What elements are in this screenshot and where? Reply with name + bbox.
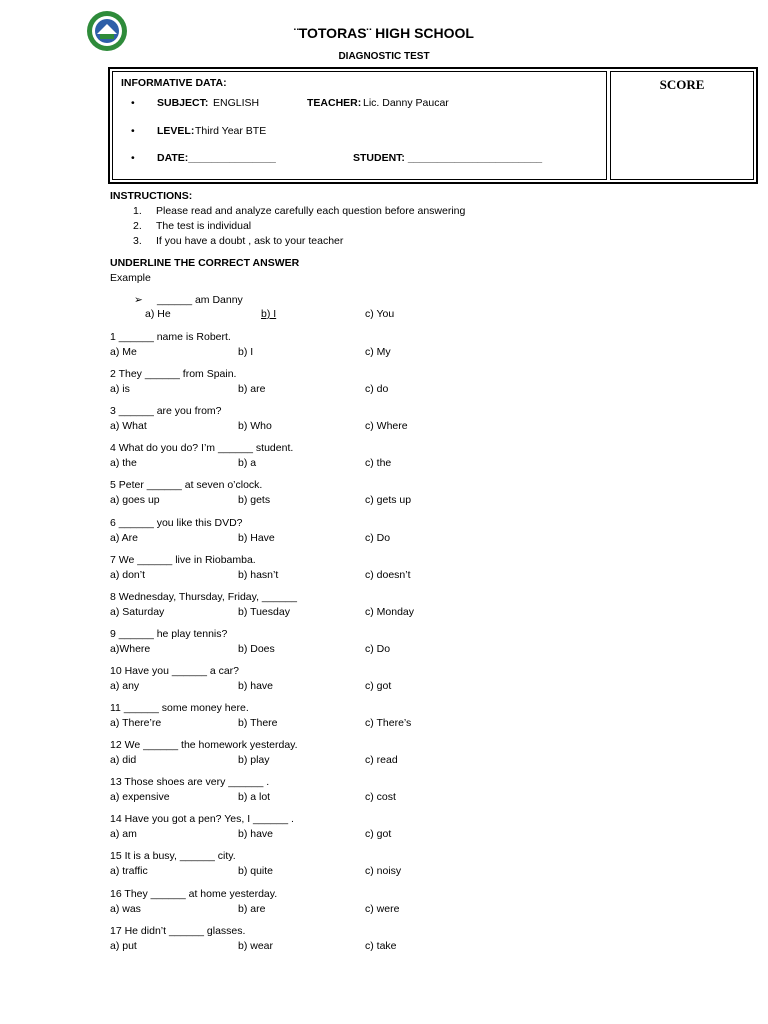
- arrow-bullet-icon: ➢: [134, 294, 143, 306]
- option-c[interactable]: c) do: [365, 383, 389, 395]
- option-b[interactable]: b) wear: [238, 940, 274, 952]
- question-text: 3 ______ are you from?: [110, 405, 222, 417]
- option-a[interactable]: a) am: [110, 828, 137, 840]
- question-text: 10 Have you ______ a car?: [110, 665, 240, 677]
- option-b[interactable]: b) Tuesday: [238, 606, 290, 618]
- question-text: 8 Wednesday, Thursday, Friday, ______: [110, 591, 297, 603]
- option-a[interactable]: a) goes up: [110, 494, 160, 506]
- option-c[interactable]: c) Monday: [365, 606, 415, 618]
- example-option-c: c) You: [365, 308, 395, 320]
- option-b[interactable]: b) have: [238, 680, 274, 692]
- option-c[interactable]: c) were: [365, 903, 400, 915]
- question-text: 17 He didn’t ______ glasses.: [110, 925, 246, 937]
- option-c[interactable]: c) take: [365, 940, 397, 952]
- instruction-number: 1.: [133, 205, 142, 217]
- bullet: •: [131, 125, 135, 137]
- option-c[interactable]: c) Do: [365, 643, 391, 655]
- option-b[interactable]: b) There: [238, 717, 278, 729]
- option-b[interactable]: b) have: [238, 828, 274, 840]
- question-text: 6 ______ you like this DVD?: [110, 517, 243, 529]
- example-option-b-underlined: b) I: [261, 308, 277, 320]
- instruction-text: If you have a doubt , ask to your teacher: [156, 235, 344, 247]
- example-option-a: a) He: [145, 308, 171, 320]
- option-a[interactable]: a) put: [110, 940, 137, 952]
- question-text: 16 They ______ at home yesterday.: [110, 888, 278, 900]
- option-c[interactable]: c) Where: [365, 420, 408, 432]
- option-a[interactable]: a) is: [110, 383, 130, 395]
- level-label: LEVEL:: [157, 125, 195, 137]
- option-c[interactable]: c) read: [365, 754, 398, 766]
- option-a[interactable]: a) expensive: [110, 791, 170, 803]
- bullet: •: [131, 152, 135, 164]
- question-text: 7 We ______ live in Riobamba.: [110, 554, 256, 566]
- option-a[interactable]: a) Are: [110, 532, 139, 544]
- informative-data-heading: INFORMATIVE DATA:: [121, 77, 227, 89]
- option-c[interactable]: c) got: [365, 828, 392, 840]
- instruction-number: 2.: [133, 220, 142, 232]
- subject-value: ENGLISH: [213, 97, 260, 109]
- option-a[interactable]: a) don’t: [110, 569, 146, 581]
- option-a[interactable]: a) traffic: [110, 865, 148, 877]
- example-label: Example: [110, 272, 151, 284]
- teacher-label: TEACHER:: [307, 97, 362, 109]
- option-c[interactable]: c) Do: [365, 532, 391, 544]
- option-a[interactable]: a) What: [110, 420, 147, 432]
- question-text: 13 Those shoes are very ______ .: [110, 776, 270, 788]
- question-text: 4 What do you do? I’m ______ student.: [110, 442, 294, 454]
- score-label: SCORE: [659, 77, 705, 92]
- option-a[interactable]: a) Saturday: [110, 606, 165, 618]
- option-c[interactable]: c) the: [365, 457, 392, 469]
- option-c[interactable]: c) got: [365, 680, 392, 692]
- question-text: 1 ______ name is Robert.: [110, 331, 231, 343]
- option-b[interactable]: b) play: [238, 754, 270, 766]
- option-a[interactable]: a) did: [110, 754, 137, 766]
- option-a[interactable]: a) the: [110, 457, 137, 469]
- option-c[interactable]: c) cost: [365, 791, 396, 803]
- teacher-value: Lic. Danny Paucar: [363, 97, 449, 109]
- option-b[interactable]: b) are: [238, 383, 266, 395]
- option-a[interactable]: a) Me: [110, 346, 137, 358]
- option-b[interactable]: b) hasn’t: [238, 569, 279, 581]
- level-value: Third Year BTE: [195, 125, 267, 137]
- question-text: 2 They ______ from Spain.: [110, 368, 237, 380]
- option-b[interactable]: b) a: [238, 457, 257, 469]
- question-text: 5 Peter ______ at seven o’clock.: [110, 479, 263, 491]
- option-b[interactable]: b) Have: [238, 532, 275, 544]
- instruction-text: Please read and analyze carefully each question before answering: [156, 205, 466, 217]
- question-text: 9 ______ he play tennis?: [110, 628, 228, 640]
- option-a[interactable]: a) was: [110, 903, 141, 915]
- option-c[interactable]: c) doesn’t: [365, 569, 411, 581]
- option-c[interactable]: c) There’s: [365, 717, 412, 729]
- instructions-heading: INSTRUCTIONS:: [110, 190, 193, 202]
- option-c[interactable]: c) noisy: [365, 865, 402, 877]
- subject-label: SUBJECT:: [157, 97, 209, 109]
- option-b[interactable]: b) gets: [238, 494, 271, 506]
- school-name: ¨TOTORAS¨ HIGH SCHOOL: [294, 25, 474, 41]
- option-b[interactable]: b) quite: [238, 865, 274, 877]
- instruction-text: The test is individual: [156, 220, 252, 232]
- option-b[interactable]: b) a lot: [238, 791, 271, 803]
- option-a[interactable]: a) There’re: [110, 717, 162, 729]
- score-box: [610, 71, 754, 180]
- section-heading: UNDERLINE THE CORRECT ANSWER: [110, 257, 300, 269]
- question-text: 12 We ______ the homework yesterday.: [110, 739, 298, 751]
- student-field: STUDENT: _______________________: [353, 152, 543, 164]
- option-c[interactable]: c) My: [365, 346, 391, 358]
- option-b[interactable]: b) are: [238, 903, 266, 915]
- bullet: •: [131, 97, 135, 109]
- question-text: 11 ______ some money here.: [110, 702, 249, 714]
- question-text: 15 It is a busy, ______ city.: [110, 850, 236, 862]
- test-title: DIAGNOSTIC TEST: [338, 51, 430, 62]
- option-a[interactable]: a)Where: [110, 643, 151, 655]
- option-b[interactable]: b) I: [238, 346, 254, 358]
- option-b[interactable]: b) Who: [238, 420, 272, 432]
- instruction-number: 3.: [133, 235, 142, 247]
- option-a[interactable]: a) any: [110, 680, 140, 692]
- option-c[interactable]: c) gets up: [365, 494, 412, 506]
- date-field: DATE:_______________: [157, 152, 276, 164]
- option-b[interactable]: b) Does: [238, 643, 275, 655]
- example-question: ______ am Danny: [157, 294, 243, 306]
- question-text: 14 Have you got a pen? Yes, I ______ .: [110, 813, 294, 825]
